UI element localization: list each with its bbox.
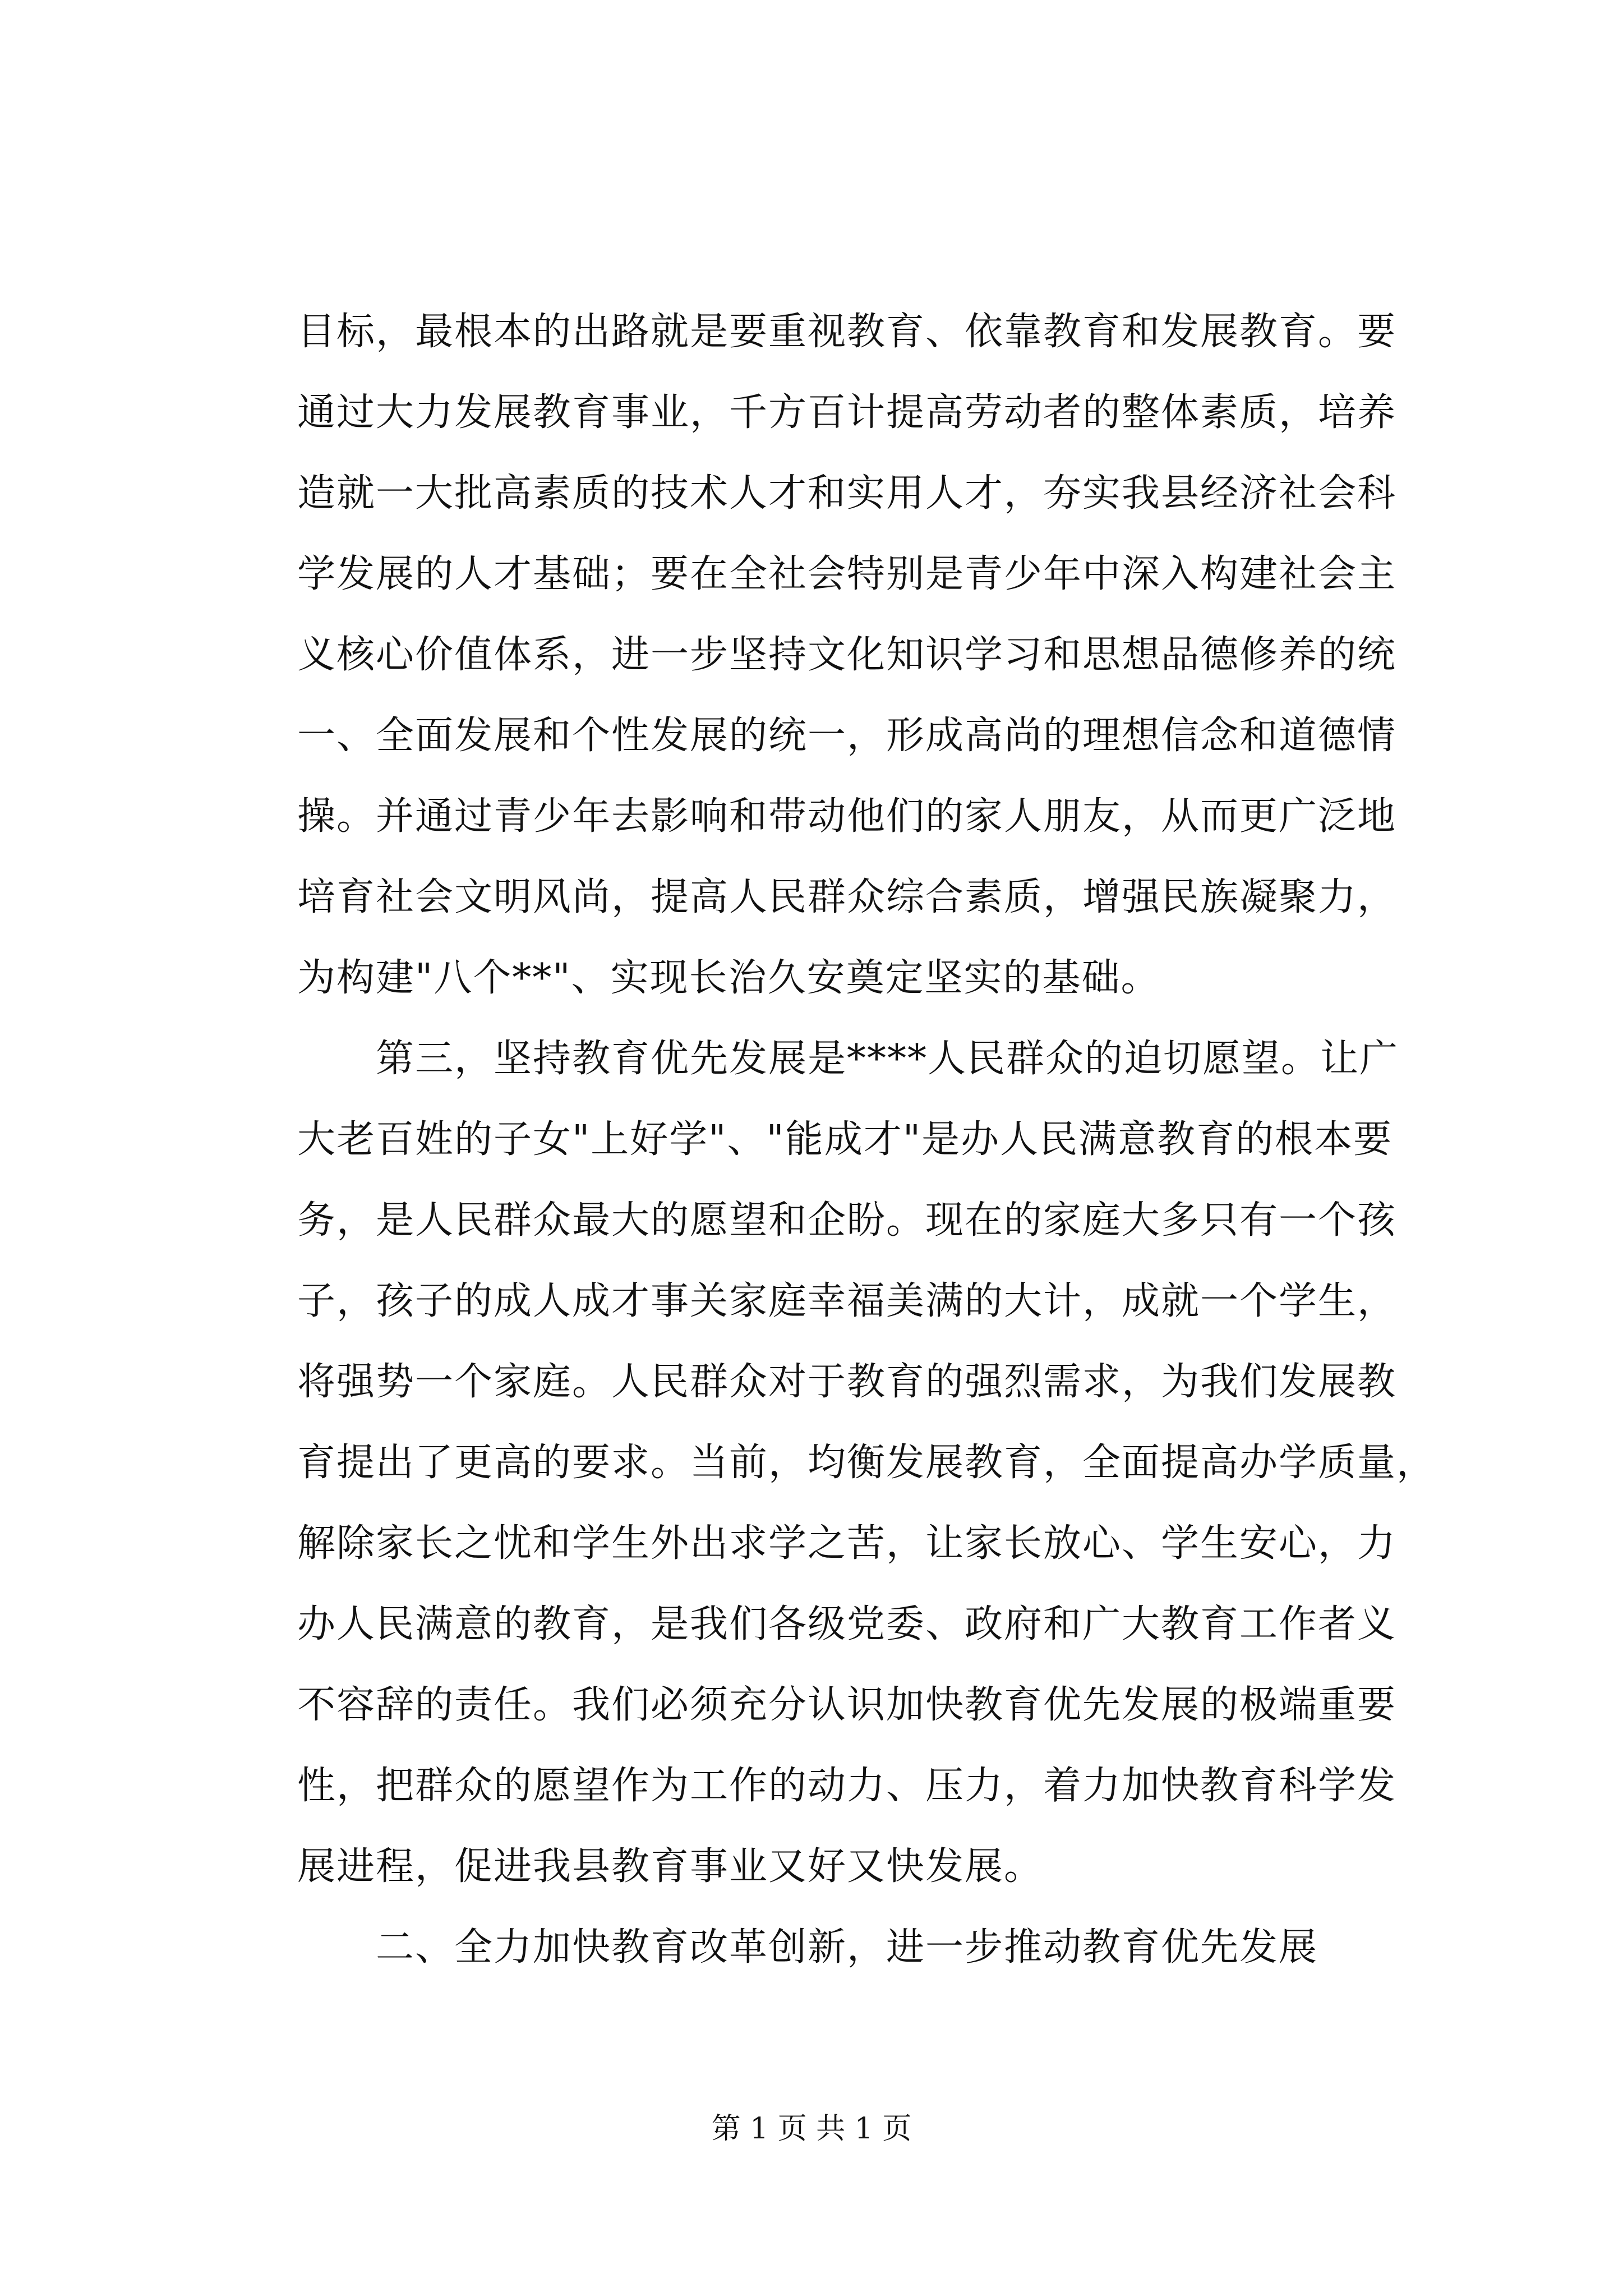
text-line: 务，是人民群众最大的愿望和企盼。现在的家庭大多只有一个孩 xyxy=(297,1198,1397,1243)
text-line: 一、全面发展和个性发展的统一，形成高尚的理想信念和道德情 xyxy=(297,714,1397,758)
text-line: 不容辞的责任。我们必须充分认识加快教育优先发展的极端重要 xyxy=(297,1683,1397,1727)
text-line: 通过大力发展教育事业，千方百计提高劳动者的整体素质，培养 xyxy=(297,390,1397,435)
page-number-label: 第 1 页 共 1 页 xyxy=(711,2112,912,2146)
text-line: 大老百姓的子女"上好学"、"能成才"是办人民满意教育的根本要 xyxy=(297,1117,1393,1162)
text-line: 将强势一个家庭。人民群众对于教育的强烈需求，为我们发展教 xyxy=(297,1360,1397,1404)
text-line: 目标，最根本的出路就是要重视教育、依靠教育和发展教育。要 xyxy=(297,310,1397,354)
text-line: 育提出了更高的要求。当前，均衡发展教育，全面提高办学质量， xyxy=(297,1441,1436,1485)
paragraph-start-line: 第三，坚持教育优先发展是****人民群众的迫切愿望。让广 xyxy=(376,1037,1399,1081)
section-heading: 二、全力加快教育改革创新，进一步推动教育优先发展 xyxy=(376,1925,1318,1970)
text-line: 学发展的人才基础；要在全社会特别是青少年中深入构建社会主 xyxy=(297,552,1397,596)
text-line: 造就一大批高素质的技术人才和实用人才，夯实我县经济社会科 xyxy=(297,471,1397,516)
text-line: 性，把群众的愿望作为工作的动力、压力，着力加快教育科学发 xyxy=(297,1764,1397,1808)
document-body xyxy=(297,292,1436,1988)
page-footer xyxy=(0,2109,1623,2148)
text-line: 为构建"八个**"、实现长治久安奠定坚实的基础。 xyxy=(297,956,1160,1000)
text-line: 子，孩子的成人成才事关家庭幸福美满的大计，成就一个学生， xyxy=(297,1279,1397,1323)
text-line: 培育社会文明风尚，提高人民群众综合素质，增强民族凝聚力， xyxy=(297,875,1397,919)
text-line: 展进程，促进我县教育事业又好又快发展。 xyxy=(297,1844,1044,1889)
text-line: 解除家长之忧和学生外出求学之苦，让家长放心、学生安心，力 xyxy=(297,1521,1397,1566)
text-line: 义核心价值体系，进一步坚持文化知识学习和思想品德修养的统 xyxy=(297,633,1397,677)
text-line: 办人民满意的教育，是我们各级党委、政府和广大教育工作者义 xyxy=(297,1602,1397,1646)
text-line: 操。并通过青少年去影响和带动他们的家人朋友，从而更广泛地 xyxy=(297,794,1397,839)
